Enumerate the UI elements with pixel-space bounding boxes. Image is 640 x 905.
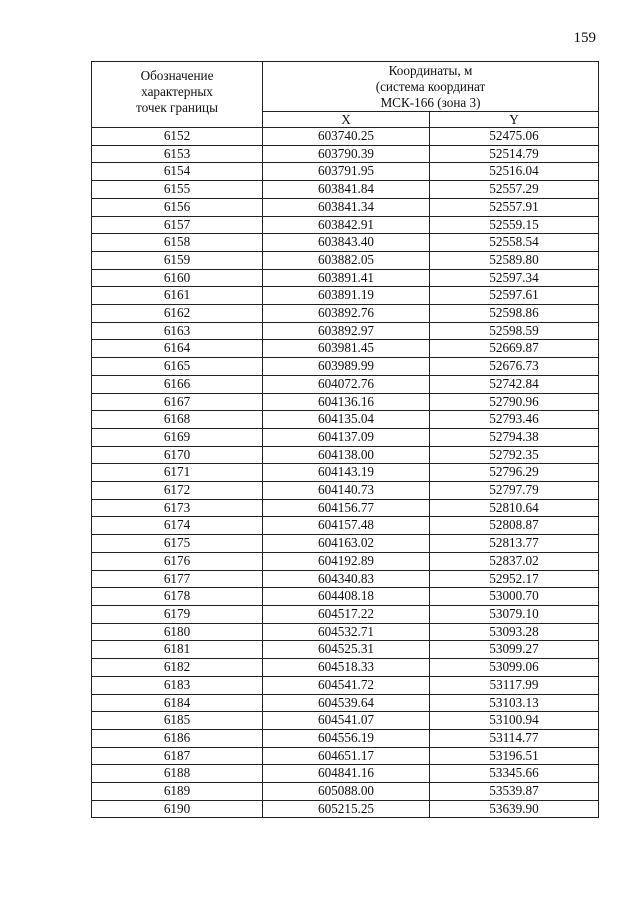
y-coordinate-cell: 52558.54 [430,234,599,252]
point-id-cell: 6190 [92,800,263,818]
point-id-cell: 6164 [92,340,263,358]
y-coordinate-cell: 52952.17 [430,570,599,588]
table-row [92,428,599,446]
point-id-cell: 6169 [92,428,263,446]
point-id-cell: 6182 [92,659,263,677]
point-id-cell: 6186 [92,729,263,747]
point-header-line: Обозначение [140,68,214,83]
y-coordinate-cell: 52669.87 [430,340,599,358]
table-body [92,128,599,818]
x-coordinate-cell: 604841.16 [263,765,430,783]
x-coordinate-cell: 605215.25 [263,800,430,818]
coordinates-group-header [263,62,599,112]
y-coordinate-cell: 52676.73 [430,358,599,376]
y-coordinate-cell: 53100.94 [430,712,599,730]
point-id-cell: 6173 [92,499,263,517]
table-row [92,517,599,535]
x-coordinate-cell: 603892.76 [263,305,430,323]
coordinates-table [91,61,599,818]
y-coordinate-cell: 53099.27 [430,641,599,659]
point-id-cell: 6185 [92,712,263,730]
coords-header-line: Координаты, м [388,63,473,78]
point-id-cell: 6184 [92,694,263,712]
table-row [92,570,599,588]
table-row [92,234,599,252]
point-id-cell: 6171 [92,464,263,482]
x-coordinate-cell: 604556.19 [263,729,430,747]
x-coordinate-cell: 604138.00 [263,446,430,464]
table-row [92,216,599,234]
point-id-cell: 6156 [92,198,263,216]
point-id-cell: 6161 [92,287,263,305]
y-coordinate-cell: 53117.99 [430,676,599,694]
x-coordinate-cell: 603989.99 [263,358,430,376]
point-id-cell: 6181 [92,641,263,659]
y-coordinate-cell: 52837.02 [430,552,599,570]
x-coordinate-cell: 604140.73 [263,482,430,500]
y-coordinate-cell: 52597.61 [430,287,599,305]
point-id-cell: 6163 [92,322,263,340]
y-coordinate-cell: 52589.80 [430,251,599,269]
table-row [92,305,599,323]
table-row [92,446,599,464]
table-row [92,340,599,358]
x-coordinate-cell: 603981.45 [263,340,430,358]
x-coordinate-cell: 604517.22 [263,605,430,623]
x-coordinate-cell: 604156.77 [263,499,430,517]
x-coordinate-cell: 603790.39 [263,145,430,163]
point-id-cell: 6155 [92,181,263,199]
x-coordinate-cell: 603891.19 [263,287,430,305]
table-row [92,552,599,570]
table-row [92,464,599,482]
table-row [92,163,599,181]
point-id-cell: 6187 [92,747,263,765]
table-row [92,251,599,269]
coords-header-line: (система координат [375,79,486,94]
point-id-cell: 6158 [92,234,263,252]
table-row [92,145,599,163]
y-coordinate-cell: 52516.04 [430,163,599,181]
y-coordinate-cell: 52796.29 [430,464,599,482]
point-id-cell: 6177 [92,570,263,588]
y-coordinate-cell: 52597.34 [430,269,599,287]
x-coordinate-cell: 603843.40 [263,234,430,252]
table-row [92,641,599,659]
x-coordinate-cell: 604539.64 [263,694,430,712]
table-row [92,588,599,606]
table-row [92,269,599,287]
y-coordinate-cell: 52559.15 [430,216,599,234]
x-coordinate-cell: 604525.31 [263,641,430,659]
point-id-cell: 6183 [92,676,263,694]
table-row [92,712,599,730]
y-column-header: Y [430,112,599,128]
table-row [92,181,599,199]
point-id-cell: 6178 [92,588,263,606]
x-coordinate-cell: 604651.17 [263,747,430,765]
table-row [92,694,599,712]
x-coordinate-cell: 603740.25 [263,128,430,146]
y-coordinate-cell: 52810.64 [430,499,599,517]
point-id-cell: 6176 [92,552,263,570]
y-coordinate-cell: 53345.66 [430,765,599,783]
table-row [92,747,599,765]
point-id-cell: 6153 [92,145,263,163]
point-id-cell: 6166 [92,375,263,393]
point-id-cell: 6162 [92,305,263,323]
x-coordinate-cell: 603842.91 [263,216,430,234]
x-coordinate-cell: 604143.19 [263,464,430,482]
point-id-cell: 6154 [92,163,263,181]
x-coordinate-cell: 604157.48 [263,517,430,535]
y-coordinate-cell: 52793.46 [430,411,599,429]
point-id-cell: 6188 [92,765,263,783]
point-id-cell: 6165 [92,358,263,376]
table-row [92,765,599,783]
table-row [92,623,599,641]
table-row [92,358,599,376]
y-coordinate-cell: 52794.38 [430,428,599,446]
point-id-cell: 6152 [92,128,263,146]
y-coordinate-cell: 53000.70 [430,588,599,606]
x-column-header: X [263,112,430,128]
x-coordinate-cell: 604541.07 [263,712,430,730]
table-row [92,411,599,429]
table-row [92,800,599,818]
page-number: 159 [573,30,596,46]
table-row [92,322,599,340]
table-row [92,783,599,801]
y-coordinate-cell: 53639.90 [430,800,599,818]
x-coordinate-cell: 604135.04 [263,411,430,429]
point-designation-header [92,62,263,128]
table-row [92,605,599,623]
x-coordinate-cell: 603892.97 [263,322,430,340]
x-coordinate-cell: 604072.76 [263,375,430,393]
x-coordinate-cell: 604532.71 [263,623,430,641]
table-row [92,729,599,747]
y-coordinate-cell: 52514.79 [430,145,599,163]
x-coordinate-cell: 603791.95 [263,163,430,181]
table-header [92,62,599,128]
point-header-line: точек границы [136,100,218,115]
point-id-cell: 6168 [92,411,263,429]
y-coordinate-cell: 53103.13 [430,694,599,712]
table-row [92,198,599,216]
point-id-cell: 6170 [92,446,263,464]
table-row [92,375,599,393]
table-row [92,676,599,694]
x-coordinate-cell: 603882.05 [263,251,430,269]
y-coordinate-cell: 53539.87 [430,783,599,801]
y-coordinate-cell: 52792.35 [430,446,599,464]
point-id-cell: 6174 [92,517,263,535]
y-coordinate-cell: 52790.96 [430,393,599,411]
x-coordinate-cell: 604163.02 [263,535,430,553]
table-row [92,128,599,146]
table-row [92,393,599,411]
table-row [92,499,599,517]
y-coordinate-cell: 52813.77 [430,535,599,553]
x-coordinate-cell: 604136.16 [263,393,430,411]
x-coordinate-cell: 604192.89 [263,552,430,570]
y-coordinate-cell: 52475.06 [430,128,599,146]
x-coordinate-cell: 604137.09 [263,428,430,446]
x-coordinate-cell: 604541.72 [263,676,430,694]
point-id-cell: 6189 [92,783,263,801]
table-row [92,535,599,553]
x-coordinate-cell: 604340.83 [263,570,430,588]
x-coordinate-cell: 605088.00 [263,783,430,801]
point-id-cell: 6179 [92,605,263,623]
y-coordinate-cell: 52808.87 [430,517,599,535]
point-id-cell: 6175 [92,535,263,553]
point-id-cell: 6159 [92,251,263,269]
point-id-cell: 6172 [92,482,263,500]
y-coordinate-cell: 53079.10 [430,605,599,623]
y-coordinate-cell: 52797.79 [430,482,599,500]
point-id-cell: 6160 [92,269,263,287]
table-row [92,659,599,677]
x-coordinate-cell: 603841.34 [263,198,430,216]
y-coordinate-cell: 52557.29 [430,181,599,199]
x-coordinate-cell: 603891.41 [263,269,430,287]
y-coordinate-cell: 53196.51 [430,747,599,765]
point-id-cell: 6167 [92,393,263,411]
coords-header-line: МСК-166 (зона 3) [380,95,481,110]
x-coordinate-cell: 604518.33 [263,659,430,677]
y-coordinate-cell: 52742.84 [430,375,599,393]
y-coordinate-cell: 52598.86 [430,305,599,323]
x-coordinate-cell: 604408.18 [263,588,430,606]
point-id-cell: 6157 [92,216,263,234]
point-id-cell: 6180 [92,623,263,641]
point-header-line: характерных [141,84,213,99]
y-coordinate-cell: 53114.77 [430,729,599,747]
y-coordinate-cell: 52598.59 [430,322,599,340]
y-coordinate-cell: 53099.06 [430,659,599,677]
table-row [92,482,599,500]
y-coordinate-cell: 53093.28 [430,623,599,641]
table-row [92,287,599,305]
y-coordinate-cell: 52557.91 [430,198,599,216]
x-coordinate-cell: 603841.84 [263,181,430,199]
